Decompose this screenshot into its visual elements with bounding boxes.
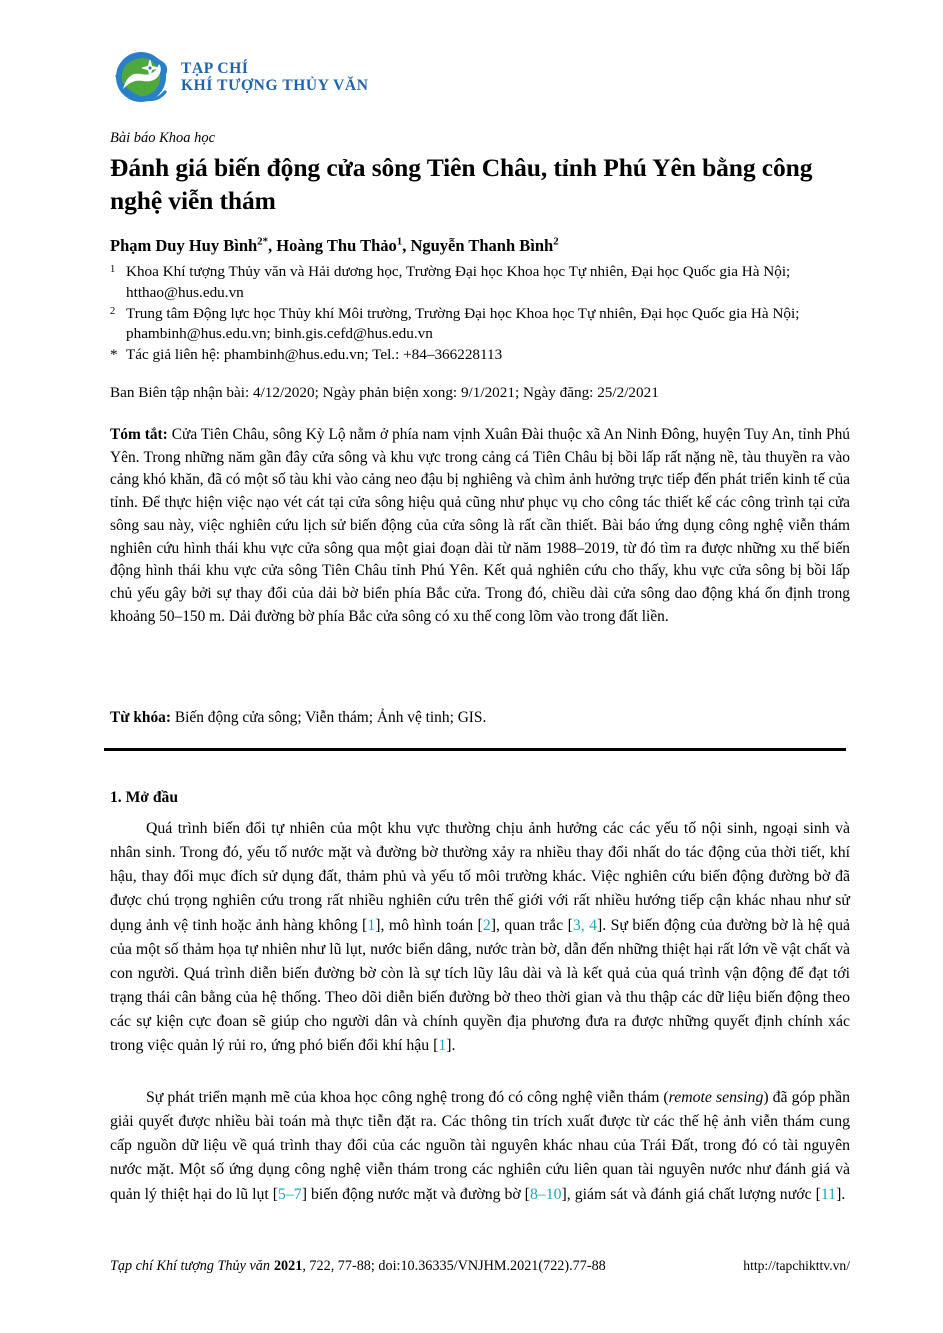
affiliation-item (110, 262, 850, 304)
corresponding-author (110, 345, 850, 366)
section-1-paragraph-1 (110, 817, 850, 1059)
affiliation-text: Trung tâm Động lực học Thủy khí Môi trường, Trường Đại học Khoa học Tự nhiên, Đại học Quốc gia Hà Nội; phambinh@hus.edu.vn; binh.gis.cefd@hus.edu.vn (126, 304, 800, 343)
body-text-run: ] biến động nước mặt và đường bờ [ (301, 1185, 530, 1203)
corresponding-marker: * (110, 346, 118, 363)
footer-year: 2021 (273, 1258, 303, 1274)
body-text-run: ], giám sát và đánh giá chất lượng nước [ (561, 1185, 821, 1203)
article-type-label: Bài báo Khoa học (110, 130, 216, 146)
section-1-paragraph-2 (110, 1086, 850, 1207)
citation-link[interactable]: 1 (367, 916, 376, 934)
affiliation-marker: 1 (110, 264, 116, 275)
section-divider (104, 748, 846, 751)
citation-link[interactable]: 11 (820, 1185, 837, 1203)
editorial-dates: Ban Biên tập nhận bài: 4/12/2020; Ngày phản biện xong: 9/1/2021; Ngày đăng: 25/2/2021 (110, 384, 659, 401)
section-heading-1: 1. Mở đầu (110, 789, 178, 806)
footer-journal-name: Tạp chí Khí tượng Thủy văn (110, 1258, 270, 1274)
body-text-run: ]. (836, 1185, 846, 1203)
logo-line-1: TẠP CHÍ (181, 59, 249, 77)
body-text-run: ], quan trắc [ (490, 916, 573, 934)
affiliation-text: Khoa Khí tượng Thủy văn và Hải dương học, Trường Đại học Khoa học Tự nhiên, Đại học Quốc gia Hà Nội; htthao@hus.edu.vn (126, 263, 791, 301)
footer-url: http://tapchikttv.vn/ (743, 1258, 850, 1273)
affiliation-list (110, 262, 850, 366)
footer-citation (110, 1258, 606, 1275)
footer-doi: , 722, 77-88; doi:10.36335/VNJHM.2021(722).77-88 (302, 1258, 606, 1274)
citation-link[interactable]: 8–10 (529, 1185, 562, 1203)
body-text-run: ) đã góp phần giải quyết được nhiều bài toán mà thực tiễn đặt ra. Các thông tin trích xuất được từ các thế hệ ảnh viễn thám cung cấp nguồn dữ liệu về quá trình thay đổi của các nguồn tài nguyên khác nhau của Trái Đất, trong đó có tài nguyên nước mặt. Một số ứng dụng công nghệ viễn thám trong các nghiên cứu liên quan tài nguyên nước như đánh giá và quản lý thiệt hại do lũ lụt [ (110, 1089, 851, 1203)
page-footer (110, 1258, 850, 1275)
body-text-run: Sự phát triển mạnh mẽ của khoa học công nghệ trong đó có công nghệ viễn thám ( (146, 1089, 669, 1106)
citation-link[interactable]: 1 (438, 1037, 447, 1055)
logo-line-2: KHÍ TƯỢNG THỦY VĂN (181, 77, 369, 94)
abstract-label: Tóm tắt: (110, 426, 168, 443)
affiliation-item (110, 304, 850, 346)
citation-link[interactable]: 2 (482, 916, 491, 934)
corresponding-text: Tác giả liên hệ: phambinh@hus.edu.vn; Tel.: +84–366228113 (126, 346, 503, 363)
italic-term: remote sensing (668, 1089, 764, 1106)
keywords-label: Từ khóa: (110, 709, 171, 726)
abstract-text: Cửa Tiên Châu, sông Kỳ Lộ nằm ở phía nam vịnh Xuân Đài thuộc xã An Ninh Đông, huyện Tuy An, tỉnh Phú Yên. Trong những năm gần đây cửa sông và khu vực trong cảng cá Tiên Châu bị bồi lấp rất nặng nề, tàu thuyền ra vào cảng khó khăn, đã có một số tàu khi vào cảng neo đậu bị nghiêng và chìm ảnh hưởng trực tiếp đến phát triển kinh tế của tỉnh. Để thực hiện việc nạo vét cát tại cửa sông hiệu quả cũng như phục vụ cho công tác thiết kế các công trình tại cửa sông sau này, việc nghiên cứu lịch sử biến động của cửa sông là rất cần thiết. Bài báo ứng dụng công nghệ viễn thám nghiên cứu hình thái khu vực cửa sông qua một giai đoạn dài từ năm 1988–2019, từ đó tìm ra được những xu thế biến động hình thái khu vực cửa sông Tiên Châu tỉnh Phú Yên. Kết quả nghiên cứu cho thấy, khu vực cửa sông bị bồi lấp chủ yếu gây bởi sự thay đổi của dải bờ biển phía Bắc cửa. Trong đó, chiều dài cửa sông dao động khá ổn định trong khoảng 50–150 m. Dải đường bờ phía Bắc cửa sông có xu thế cong lõm vào trong đất liền. (110, 426, 850, 625)
globe-logo-icon (110, 46, 172, 108)
journal-logo (110, 46, 369, 108)
page-title: Đánh giá biến động cửa sông Tiên Châu, tỉnh Phú Yên bằng công nghệ viễn thám (110, 153, 813, 215)
body-text-run: ]. Sự biến động của đường bờ là hệ quả của một số thảm họa tự nhiên như lũ lụt, nước biển dâng, nước tràn bờ, dẫn đến những thiệt hại rất lớn về vật chất và con người. Quá trình diễn biến đường bờ còn là sự tích lũy lâu dài và là kết quả của quá trình vận động để đạt tới trạng thái cân bằng của hệ thống. Theo dõi diễn biến đường bờ theo thời gian và thu thập các dữ liệu biến động theo các sự kiện cực đoan sẽ giúp cho người dân và chính quyền địa phương đưa ra được những quyết định chính xác trong việc quản lý rủi ro, ứng phó biến đổi khí hậu [ (110, 916, 851, 1055)
keywords-text: Biến động cửa sông; Viễn thám; Ảnh vệ tinh; GIS. (174, 709, 487, 726)
body-text-run: ]. (446, 1037, 456, 1055)
citation-link[interactable]: 5–7 (278, 1185, 302, 1203)
author-list: Phạm Duy Huy Bình$^{2*}$, Hoàng Thu Thảo$^1$, Nguyễn Thanh Bình$^2$ (110, 235, 559, 255)
keywords-block (110, 707, 850, 729)
body-text-run: ], mô hình toán [ (375, 916, 483, 934)
body-text-run: Quá trình biến đổi tự nhiên của một khu vực thường chịu ảnh hưởng các các yếu tố nội sinh, ngoại sinh và nhân sinh. Trong đó, yếu tố nước mặt và đường bờ thường xảy ra nhiều thay đổi nhất do tác động của thời tiết, khí hậu, thay đổi mục đích sử dụng đất, thảm phủ và yếu tố môi trường khác. Việc nghiên cứu biến động đường bờ đã được chú trọng nghiên cứu trong rất nhiều nghiên cứu trên thế giới với rất nhiều hướng tiếp cận khác nhau như sử dụng ảnh vệ tinh hoặc ảnh hàng không [ (110, 820, 850, 934)
abstract-block (110, 424, 850, 628)
citation-link[interactable]: 3, 4 (572, 916, 598, 934)
affiliation-marker: 2 (110, 305, 116, 317)
